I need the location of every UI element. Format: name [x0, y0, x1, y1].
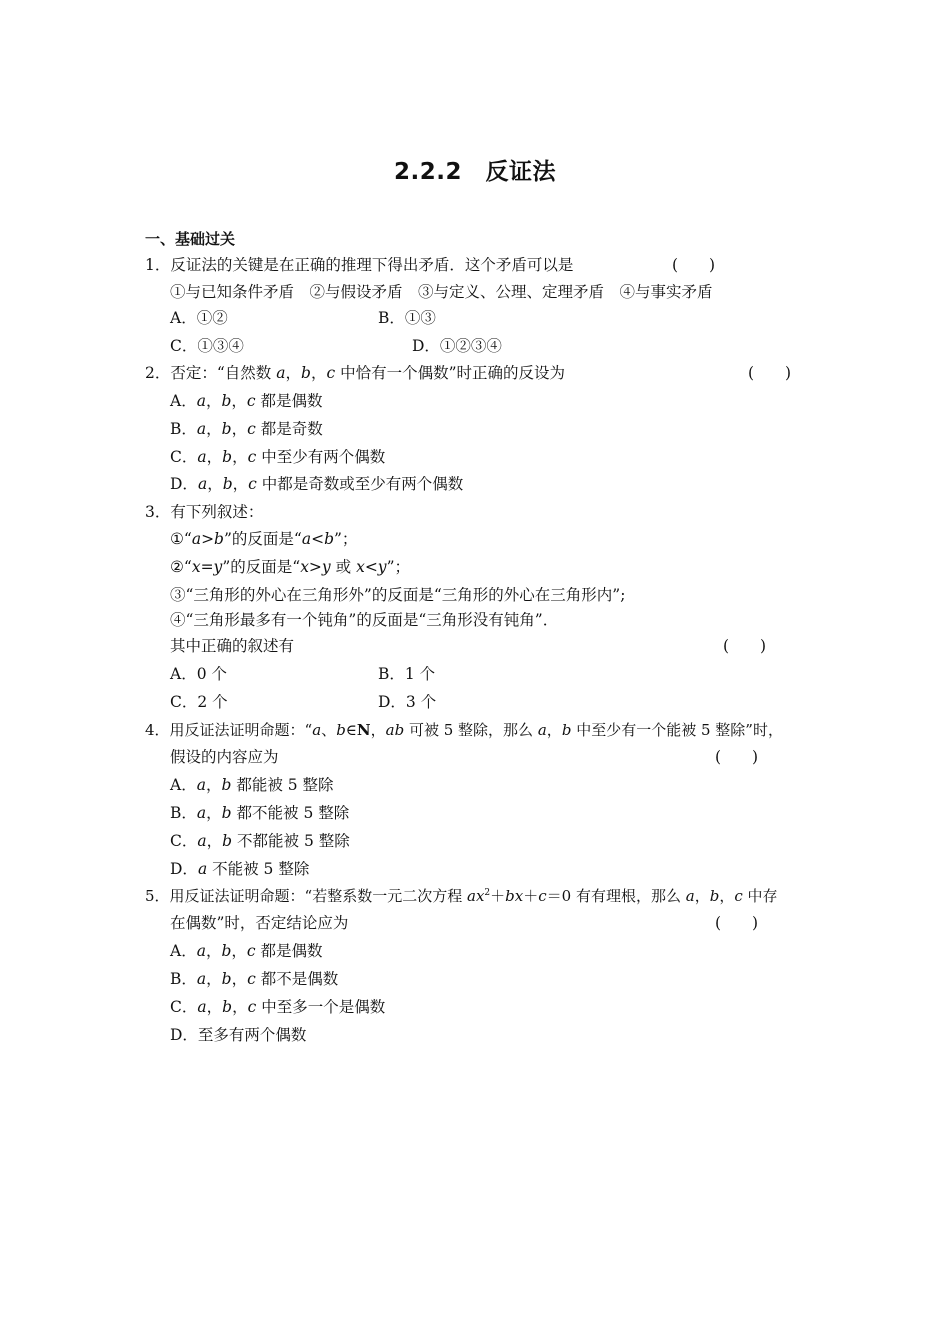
- option-3d: D．3 个: [378, 693, 437, 711]
- answer-blank-1: ( ): [672, 256, 716, 274]
- question-4-stem-cont: 假设的内容应为: [170, 748, 279, 766]
- option-5b: B．a，b，c 都不是偶数: [170, 970, 339, 988]
- option-5a: A．a，b，c 都是偶数: [170, 942, 323, 960]
- option-3c: C．2 个: [170, 693, 228, 711]
- option-4c: C．a，b 不都能被 5 整除: [170, 832, 350, 850]
- answer-blank-4: ( ): [715, 748, 759, 766]
- question-1-items: ①与已知条件矛盾 ②与假设矛盾 ③与定义、公理、定理矛盾 ④与事实矛盾: [170, 283, 713, 301]
- statement-3-4: ④“三角形最多有一个钝角”的反面是“三角形没有钝角”．: [170, 611, 559, 629]
- option-2c: C．a，b，c 中至少有两个偶数: [170, 448, 386, 466]
- option-3a: A．0 个: [170, 665, 227, 683]
- question-5-stem-cont: 在偶数”时，否定结论应为: [170, 914, 349, 932]
- page-title: 2.2.2 反证法: [394, 159, 556, 185]
- question-3-prompt: 其中正确的叙述有: [170, 637, 295, 655]
- answer-blank-5: ( ): [715, 914, 759, 932]
- option-1c: C．①③④: [170, 337, 244, 355]
- option-2b: B．a，b，c 都是奇数: [170, 420, 323, 438]
- section-heading: 一、基础过关: [145, 230, 236, 248]
- question-4-stem: 4．用反证法证明命题：“a、b∈N，ab 可被 5 整除，那么 a，b 中至少有一个能被 5 整除”时，: [145, 721, 783, 739]
- question-2-stem: 2．否定：“自然数 a，b，c 中恰有一个偶数”时正确的反设为: [145, 364, 566, 382]
- option-4d: D．a 不能被 5 整除: [170, 860, 310, 878]
- option-4a: A．a，b 都能被 5 整除: [170, 776, 334, 794]
- statement-3-1: ①“a>b”的反面是“a<b”；: [170, 530, 358, 548]
- statement-3-2: ②“x=y”的反面是“x>y 或 x<y”；: [170, 558, 411, 576]
- option-1a: A．①②: [170, 309, 228, 327]
- option-5d: D．至多有两个偶数: [170, 1026, 307, 1044]
- option-1b: B．①③: [378, 309, 436, 327]
- option-4b: B．a，b 都不能被 5 整除: [170, 804, 350, 822]
- statement-3-3: ③“三角形的外心在三角形外”的反面是“三角形的外心在三角形内”;: [170, 586, 626, 604]
- option-2a: A．a，b，c 都是偶数: [170, 392, 323, 410]
- option-2d: D．a，b，c 中都是奇数或至少有两个偶数: [170, 475, 464, 493]
- answer-blank-2: ( ): [748, 364, 792, 382]
- option-1d: D．①②③④: [412, 337, 502, 355]
- option-3b: B．1 个: [378, 665, 436, 683]
- question-5-stem: 5．用反证法证明命题：“若整系数一元二次方程 $ax^2+bx+c=0$ 有有理根，那么 a，b，c 中存: [145, 887, 778, 905]
- answer-blank-3: ( ): [723, 637, 767, 655]
- question-1-stem: 1．反证法的关键是在正确的推理下得出矛盾．这个矛盾可以是: [145, 256, 574, 274]
- option-5c: C．a，b，c 中至多一个是偶数: [170, 998, 386, 1016]
- question-3-stem: 3．有下列叙述：: [145, 503, 264, 521]
